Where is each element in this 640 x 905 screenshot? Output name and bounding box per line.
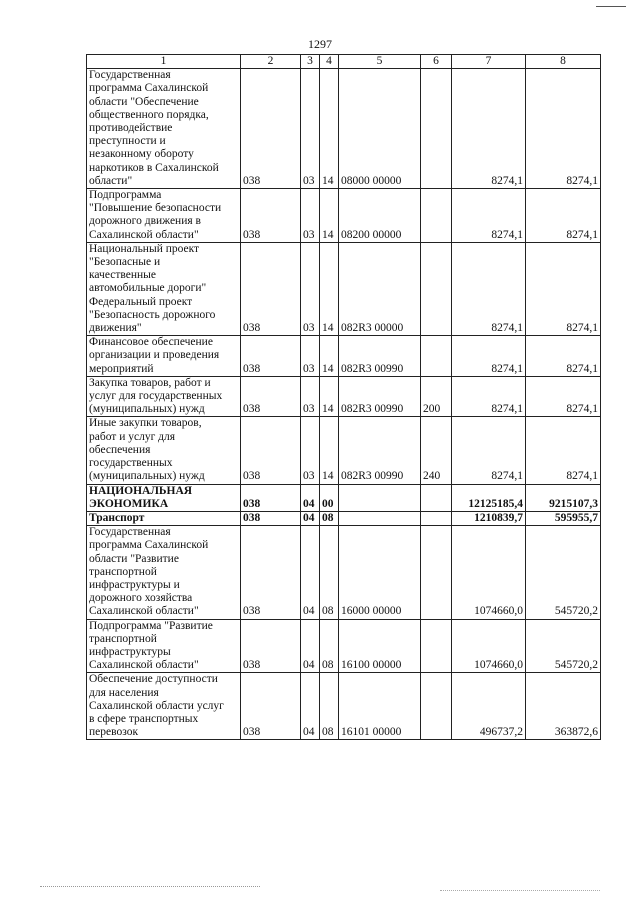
admin-code-cell: 038: [241, 511, 301, 525]
row-name-cell: Обеспечение доступности для населения Сахалинской области услуг в сфере транспортных перевозок: [87, 673, 241, 740]
section-cell: 03: [301, 376, 320, 417]
amount-cell: 363872,6: [526, 673, 601, 740]
admin-code-cell: 038: [241, 619, 301, 673]
table-row: [87, 619, 601, 673]
row-name-cell: Транспорт: [87, 511, 241, 525]
column-header: 7: [452, 55, 526, 69]
section-cell: 03: [301, 417, 320, 484]
amount-cell: 595955,7: [526, 511, 601, 525]
row-name-cell: Подпрограмма "Развитие транспортной инфраструктуры Сахалинской области": [87, 619, 241, 673]
section-cell: 03: [301, 189, 320, 243]
amount-cell: 8274,1: [526, 417, 601, 484]
admin-code-cell: 038: [241, 336, 301, 377]
expense-type-cell: [421, 69, 452, 189]
amount-cell: 496737,2: [452, 673, 526, 740]
column-header: 6: [421, 55, 452, 69]
amount-cell: 1210839,7: [452, 511, 526, 525]
column-header: 5: [339, 55, 421, 69]
row-name-cell: Государственная программа Сахалинской области "Обеспечение общественного порядка, противодействие преступности и незаконному обороту наркотиков в Сахалинской области": [87, 69, 241, 189]
amount-cell: 8274,1: [526, 189, 601, 243]
amount-cell: 8274,1: [526, 69, 601, 189]
subsection-cell: 14: [320, 336, 339, 377]
column-header: 4: [320, 55, 339, 69]
subsection-cell: 08: [320, 526, 339, 619]
table-row: [87, 526, 601, 619]
column-header: 2: [241, 55, 301, 69]
table-row: [87, 69, 601, 189]
section-cell: 03: [301, 242, 320, 335]
table-row: [87, 511, 601, 525]
subsection-cell: 14: [320, 69, 339, 189]
admin-code-cell: 038: [241, 417, 301, 484]
amount-cell: 8274,1: [452, 336, 526, 377]
target-article-cell: 082R3 00990: [339, 336, 421, 377]
target-article-cell: 16100 00000: [339, 619, 421, 673]
amount-cell: 8274,1: [526, 376, 601, 417]
table-row: [87, 484, 601, 511]
admin-code-cell: 038: [241, 189, 301, 243]
admin-code-cell: 038: [241, 673, 301, 740]
admin-code-cell: 038: [241, 526, 301, 619]
table-row: [87, 189, 601, 243]
table-row: [87, 242, 601, 335]
expense-type-cell: [421, 673, 452, 740]
subsection-cell: 14: [320, 189, 339, 243]
table-row: [87, 673, 601, 740]
section-cell: 04: [301, 526, 320, 619]
corner-mark: [596, 6, 626, 7]
scan-noise: [440, 890, 600, 891]
expense-type-cell: [421, 511, 452, 525]
amount-cell: 9215107,3: [526, 484, 601, 511]
table-row: [87, 336, 601, 377]
section-cell: 04: [301, 619, 320, 673]
amount-cell: 545720,2: [526, 526, 601, 619]
section-cell: 03: [301, 69, 320, 189]
row-name-cell: Закупка товаров, работ и услуг для государственных (муниципальных) нужд: [87, 376, 241, 417]
expense-type-cell: [421, 484, 452, 511]
table-row: [87, 376, 601, 417]
section-cell: 04: [301, 673, 320, 740]
admin-code-cell: 038: [241, 484, 301, 511]
row-name-cell: Иные закупки товаров, работ и услуг для обеспечения государственных (муниципальных) нужд: [87, 417, 241, 484]
row-name-cell: Государственная программа Сахалинской области "Развитие транспортной инфраструктуры и дорожного хозяйства Сахалинской области": [87, 526, 241, 619]
target-article-cell: 16101 00000: [339, 673, 421, 740]
header-row: [87, 55, 601, 69]
column-header: 3: [301, 55, 320, 69]
amount-cell: 1074660,0: [452, 526, 526, 619]
amount-cell: 8274,1: [452, 189, 526, 243]
scan-noise: [40, 886, 260, 887]
amount-cell: 8274,1: [452, 417, 526, 484]
expense-type-cell: [421, 242, 452, 335]
amount-cell: 545720,2: [526, 619, 601, 673]
amount-cell: 8274,1: [526, 336, 601, 377]
amount-cell: 12125185,4: [452, 484, 526, 511]
expense-type-cell: [421, 336, 452, 377]
expense-type-cell: 200: [421, 376, 452, 417]
target-article-cell: 08200 00000: [339, 189, 421, 243]
target-article-cell: [339, 484, 421, 511]
subsection-cell: 00: [320, 484, 339, 511]
column-header: 8: [526, 55, 601, 69]
section-cell: 03: [301, 336, 320, 377]
table-body: [87, 55, 601, 740]
subsection-cell: 14: [320, 376, 339, 417]
amount-cell: 8274,1: [452, 242, 526, 335]
section-cell: 04: [301, 511, 320, 525]
target-article-cell: 082R3 00990: [339, 376, 421, 417]
amount-cell: 8274,1: [452, 376, 526, 417]
subsection-cell: 14: [320, 417, 339, 484]
section-cell: 04: [301, 484, 320, 511]
expense-type-cell: [421, 526, 452, 619]
amount-cell: 8274,1: [452, 69, 526, 189]
budget-table: [86, 54, 601, 740]
row-name-cell: Подпрограмма "Повышение безопасности дорожного движения в Сахалинской области": [87, 189, 241, 243]
row-name-cell: НАЦИОНАЛЬНАЯ ЭКОНОМИКА: [87, 484, 241, 511]
row-name-cell: Национальный проект "Безопасные и качественные автомобильные дороги" Федеральный проект "Безопасность дорожного движения": [87, 242, 241, 335]
admin-code-cell: 038: [241, 69, 301, 189]
target-article-cell: 08000 00000: [339, 69, 421, 189]
expense-type-cell: 240: [421, 417, 452, 484]
amount-cell: 1074660,0: [452, 619, 526, 673]
admin-code-cell: 038: [241, 242, 301, 335]
row-name-cell: Финансовое обеспечение организации и проведения мероприятий: [87, 336, 241, 377]
target-article-cell: 082R3 00000: [339, 242, 421, 335]
subsection-cell: 08: [320, 673, 339, 740]
subsection-cell: 08: [320, 511, 339, 525]
subsection-cell: 08: [320, 619, 339, 673]
target-article-cell: 16000 00000: [339, 526, 421, 619]
amount-cell: 8274,1: [526, 242, 601, 335]
target-article-cell: 082R3 00990: [339, 417, 421, 484]
expense-type-cell: [421, 189, 452, 243]
column-header: 1: [87, 55, 241, 69]
subsection-cell: 14: [320, 242, 339, 335]
target-article-cell: [339, 511, 421, 525]
table-row: [87, 417, 601, 484]
page-number: 1297: [308, 37, 332, 51]
expense-type-cell: [421, 619, 452, 673]
admin-code-cell: 038: [241, 376, 301, 417]
